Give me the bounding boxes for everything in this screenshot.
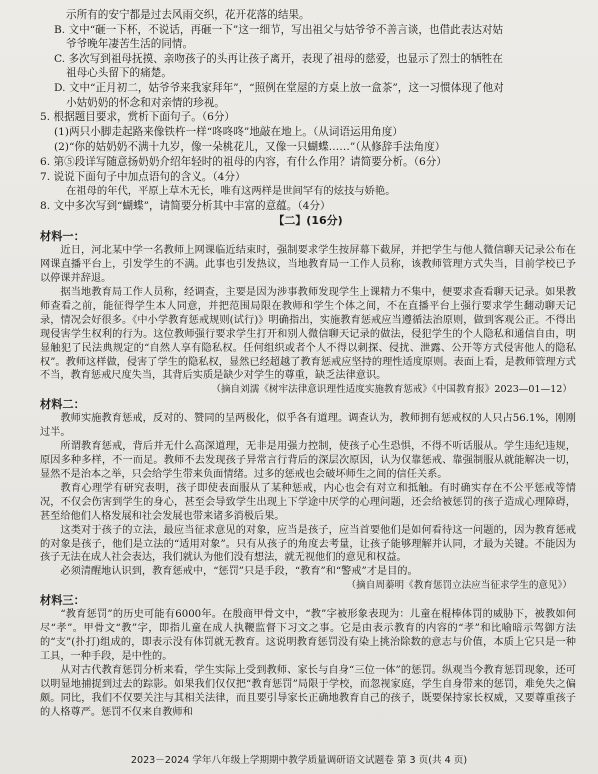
q4-option-d-line2: 小姑奶奶的怀念和对亲情的珍视。: [66, 96, 225, 109]
material-1-para: 据当地教育局工作人员称，经调查，主要是因为涉事教师发现学生上课精力不集中，便要求查看聊天记录。如果教师查看之前，能征得学生本人同意，并把范围局限在教师和学生个体之间，不在直播平台上强行要求学生翻动聊天记录，情况会好很多。《中小学教育惩戒规则(试行)》明确指出，实施教育惩戒应当遵循法治原则，做到客观公正。不得出现侵害学生权利的行为。这位教师强行要求学生打开和别人微信聊天记录的做法，侵犯学生的个人隐私和通信自由，明显触犯了民法典规定的“自然人享有隐私权。任何组织或者个人不得以刺探、侵扰、泄露、公开等方式侵害他人的隐私权”。教师这样做，侵害了学生的隐私权，显然已经超越了教育惩戒应坚持的理性适度原则。表面上看，是教师管理方式不当，教育惩戒尺度失当，其背后实质是缺少对学生的尊重，缺乏法律意识。: [40, 287, 576, 382]
material-2-para: 必须清醒地认识到，教育惩戒中，“惩罚”只是手段，“教育”和“警戒”才是目的。: [60, 566, 418, 578]
material-2-para: 教育心理学有研究表明，孩子即使表面服从了某种惩戒，内心也会有对立和抵触。有时确实存在不公平惩戒等情况，不仅会伤害到学生的身心，甚至会导致学生出现上下学途中厌学的心理问题，还会给被惩罚的孩子造成心理障碍，甚至给他们人格发展和社会发展也带来诸多消极后果。: [40, 482, 576, 522]
material-1-source: （摘自刘濡《树牢法律意识理性适度实施教育惩戒》《中国教育报》2023—01—12）: [211, 384, 572, 396]
q4-option-a-tail: 示所有的安宁都是过去风雨交织，花开花落的结果。: [66, 9, 310, 21]
material-2-source: （摘自周蓁明《教育惩罚立法应当征求学生的意见》）: [346, 580, 572, 592]
material-1-title: 材料一：: [40, 230, 85, 244]
q4-option-b-line1: B. 文中“砸一下杯，不说话，再砸一下”这一细节，写出祖父与姑爷爷不善言谈，也借此表达对姑: [54, 23, 504, 36]
material-2-para: 所谓教育惩戒，背后并无什么高深道理，无非是用强力控制，使孩子心生恐惧，不得不听话服从。学生违纪违规，原因多种多样，不一而足。教师不去发现孩子异常言行背后的深层次原因，认为仅靠惩戒、靠强制服从就能解决一切，显然不是治本之举，只会给学生带来负面情绪。过多的惩戒也会破坏师生之间的信任关系。: [40, 441, 576, 480]
material-2-title: 材料二：: [40, 398, 85, 412]
q4-option-b-line2: 爷爷晚年凄苦生活的同情。: [66, 38, 194, 51]
question-8: 8. 文中多次写到“蝴蝶”，请简要分析其中丰富的意蕴。（4分）: [40, 199, 331, 212]
q4-option-d-line1: D. 文中“正月初二，姑爷爷来我家拜年”，“照例在堂屋的方桌上放一盒茶”，这一习惯体现了他对: [54, 81, 504, 94]
material-3-title: 材料三：: [40, 594, 85, 608]
question-5-item-2: (2)“你的姑奶奶不满十九岁，像一朵桃花儿，又像一只蝴蝶……”（从修辞手法角度）: [54, 141, 446, 154]
material-3-para: 从对古代教育惩罚分析来看，学生实际上受到教师、家长与自身“三位一体”的惩罚。纵观当今教育惩罚现象，还可以明显地捕捉到过去的踪影。如果我们仅仅把“教育惩罚”局限于学校，而忽视家庭，学生自身带来的惩罚，难免失之偏颇。同比，我们不仅要关注与其相关法律，而且要引导家长正确地教育自己的孩子，既要保持家长权威，又要尊重孩子的人格尊严。惩罚不仅来自教师和: [40, 664, 576, 718]
question-5-item-1: (1)两只小脚走起路来像铁杵一样“咚咚咚”地敲在地上。（从词语运用角度）: [54, 125, 403, 138]
material-3-para: “教育惩罚”的历史可能有6000年。在殷商甲骨文中，“教”字被形象表现为：儿童在棍棒体罚的威胁下，被教如何尽“孝”。甲骨文“教”字，即指儿童在成人执鞭监督下习文之事。它是由表示教育的内容的“孝”和比喻暗示驾御方法的“支”(扑打)组成的，即表示没有体罚就无教育。这说明教育惩罚没有染上挑治除数的意志与价值，本质上它只是一种工具，一种手段，是中性的。: [40, 609, 576, 662]
q4-option-c-line2: 祖母心头留下的痛楚。: [66, 67, 172, 80]
question-6: 6. 第⑤段详写随意扬奶奶介绍年轻时的祖母的内容，有什么作用？请简要分析。（6分）: [40, 155, 447, 168]
material-2-para: 这类对于孩子的立法，最应当征求意见的对象，应当是孩子，应当首要他们是如何看待这一问题的，因为教育惩戒的对象是孩子，他们是立法的“适用对象”。只有从孩子的角度去考量，让孩子能够理解并认同，才最为关键。不能因为孩子无法在成人社会表达，我们就认为他们没有想法，就无视他们的意见和权益。: [40, 524, 576, 564]
q4-option-c-line1: C. 多次写到祖母抚摸、亲吻孩子的头再让孩子离开，表现了祖母的慈爱，也显示了烈士的牺牲在: [54, 52, 503, 65]
question-7-quote: 在祖母的年代，平原上草木无长，唯有这两样是世间罕有的炫技与娇艳。: [66, 185, 396, 198]
page-footer: 2023－2024 学年八年级上学期期中教学质量调研语文试题卷 第 3 页(共 4 页): [130, 755, 468, 766]
material-1-para: 近日，河北某中学一名教师上网课临近结束时，强制要求学生按屏幕下截屏，并把学生与他人微信聊天记录公布在网课直播平台上，引发学生的不满。此事也引发热议，当地教育局一工作人员称，该教师管理方式失当，目前学校已予以停课并辞退。: [40, 245, 576, 285]
material-2-para: 教师实施教育惩戒，反对的、赞同的呈两极化，似乎各有道理。调查认为，教师拥有惩戒权的人只占56.1%，刚刚过半。: [40, 413, 576, 439]
question-5: 5. 根据题目要求，赏析下面句子。（6分）: [40, 111, 236, 124]
section-2-heading: 【二】(16分): [273, 214, 343, 228]
question-7: 7. 说说下面句子中加点语句的含义。（4分）: [40, 170, 246, 183]
